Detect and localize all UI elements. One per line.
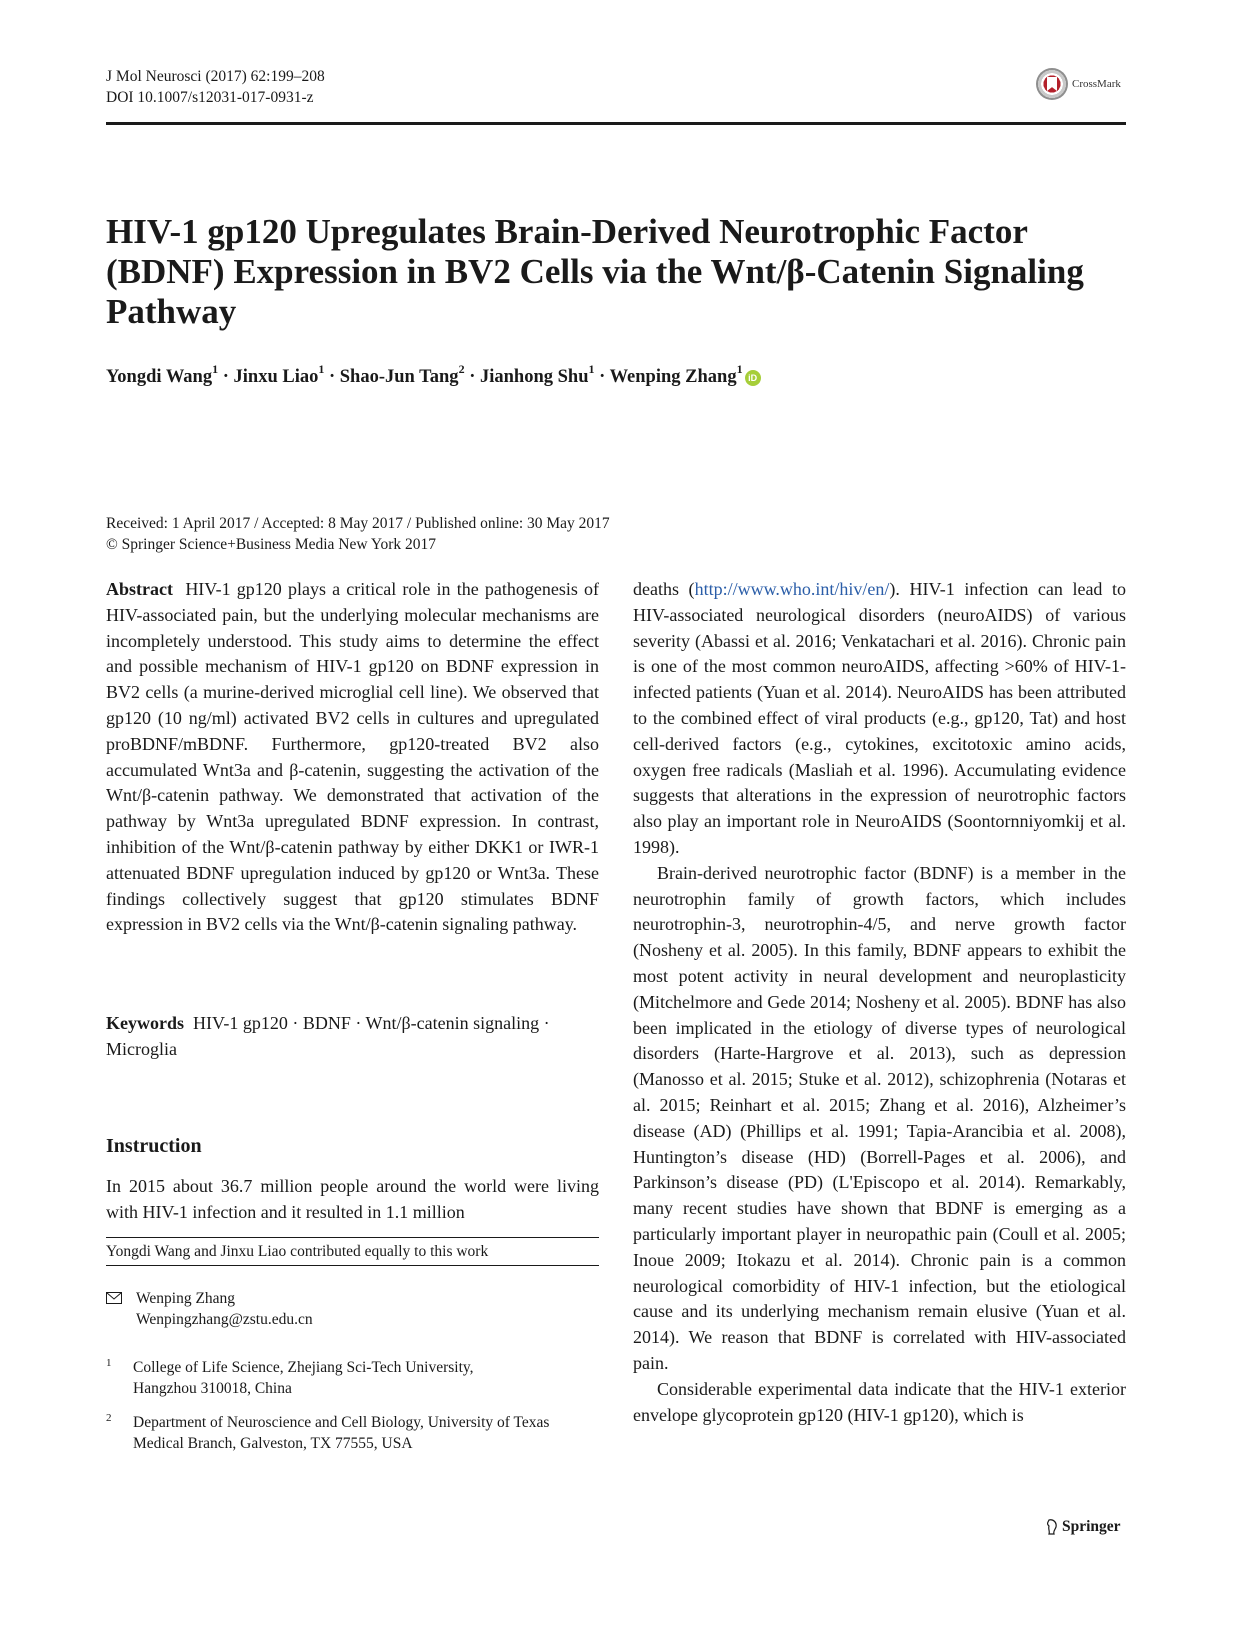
header-rule — [106, 122, 1126, 125]
author-affiliation: 1 — [588, 361, 595, 376]
copyright-line: © Springer Science+Business Media New York 2017 — [106, 536, 437, 553]
footnote-rule — [106, 1237, 599, 1238]
body-paragraph: Brain-derived neurotrophic factor (BDNF) is a member in the neurotrophin family of growth factors, which includes neurotrophin-3, neurotrophin-4/5, and nerve growth factor (Nosheny et al. 2005). In this family, BDNF appears to exhibit the most potent activity in neural development and neuroplasticity (Mitchelmore and Gede 2014; Nosheny et al. 2005). BDNF has also been implicated in the etiology of diverse types of neurological disorders (Harte-Hargrove et al. 2013), such as depression (Manosso et al. 2015; Stuke et al. 2012), schizophrenia (Notaras et al. 2015; Reinhart et al. 2015; Zhang et al. 2016), Alzheimer’s disease (AD) (Phillips et al. 1991; Tapia-Arancibia et al. 2008), Huntington’s disease (HD) (Borrell-Pages et al. 2006), and Parkinson’s disease (PD) (L'Episcopo et al. 2014). Remarkably, many recent studies have shown that BDNF is emerging as a particularly important player in neuropathic pain (Coull et al. 2005; Inoue 2009; Itokazu et al. 2014). Chronic pain is a common neurological comorbidity of HIV-1 infection, but the etiological cause and its underlying mechanism remain elusive (Yuan et al. 2014). We reason that BDNF is correlated with HIV-associated pain. — [633, 862, 1126, 1373]
journal-citation — [106, 66, 325, 108]
dates-line: Received: 1 April 2017 / Accepted: 8 May 2017 / Published online: 30 May 2017 — [106, 515, 610, 532]
text-run: deaths ( — [633, 579, 695, 599]
keywords-label: Keywords — [106, 1013, 184, 1033]
article-title: HIV-1 gp120 Upregulates Brain-Derived Neurotrophic Factor (BDNF) Expression in BV2 Cells via the Wnt/β-Catenin Signaling Pathway — [106, 212, 1084, 331]
affiliation-line: Hangzhou 310018, China — [133, 1380, 292, 1397]
abstract-text: HIV-1 gp120 plays a critical role in the pathogenesis of HIV-associated pain, but the underlying molecular mechanisms are incompletely understood. This study aims to determine the effect and possible mechanism of HIV-1 gp120 on BDNF expression in BV2 cells (a murine-derived microglial cell line). We observed that gp120 (10 ng/ml) activated BV2 cells in cultures and upregulated proBDNF/mBDNF. Furthermore, gp120-treated BV2 also accumulated Wnt3a and β-catenin, suggesting the activation of the Wnt/β-catenin pathway. We demonstrated that activation of the pathway by Wnt3a upregulated BDNF expression. In contrast, inhibition of the Wnt/β-catenin pathway by either DKK1 or IWR-1 attenuated BDNF upregulation induced by gp120 or Wnt3a. These findings collectively suggest that gp120 stimulates BDNF expression in BV2 cells via the Wnt/β-catenin signaling pathway. — [106, 579, 600, 935]
author-affiliation: 1 — [318, 361, 325, 376]
right-column-body — [633, 577, 1126, 1428]
keywords-text: HIV-1 gp120 · BDNF · Wnt/β-catenin signaling · Microglia — [106, 1013, 550, 1059]
publication-history — [106, 513, 610, 555]
envelope-icon — [106, 1292, 122, 1304]
author-affiliation: 1 — [736, 361, 743, 376]
section-heading-instruction: Instruction — [106, 1135, 202, 1157]
abstract — [106, 577, 599, 938]
keywords — [106, 1011, 599, 1063]
author-name: Wenping Zhang — [609, 367, 737, 387]
author-affiliation: 1 — [212, 361, 219, 376]
instruction-paragraph — [106, 1174, 599, 1226]
affiliation-2 — [106, 1412, 549, 1454]
affiliation-number: 2 — [106, 1412, 112, 1424]
corresponding-email[interactable]: Wenpingzhang@zstu.edu.cn — [136, 1311, 313, 1328]
instruction-text: In 2015 about 36.7 million people around the world were living with HIV-1 infection and it resulted in 1.1 million — [106, 1176, 599, 1222]
body-paragraph: Considerable experimental data indicate that the HIV-1 exterior envelope glycoprotein gp120 (HIV-1 gp120), which is — [633, 1378, 1126, 1425]
crossmark-label: CrossMark — [1072, 78, 1121, 90]
orcid-icon[interactable]: iD — [745, 370, 761, 386]
journal-volume-pages: J Mol Neurosci (2017) 62:199–208 — [106, 68, 325, 85]
body-paragraph — [633, 577, 1126, 861]
author-name: Jinxu Liao — [233, 367, 319, 387]
equal-contribution-note: Yongdi Wang and Jinxu Liao contributed equally to this work — [106, 1243, 489, 1260]
springer-horse-icon — [1046, 1519, 1058, 1535]
abstract-label: Abstract — [106, 579, 173, 599]
footnote-rule — [106, 1265, 599, 1266]
affiliation-line: College of Life Science, Zhejiang Sci-Tech University, — [133, 1359, 474, 1376]
author-name: Shao-Jun Tang — [339, 367, 459, 387]
affiliation-number: 1 — [106, 1357, 112, 1369]
author-list — [106, 361, 761, 388]
affiliation-1 — [106, 1357, 474, 1399]
crossmark-badge[interactable] — [1036, 68, 1121, 100]
corresponding-author — [106, 1288, 313, 1330]
author-name: Jianhong Shu — [479, 367, 589, 387]
crossmark-icon — [1036, 68, 1068, 100]
author-separator: · — [218, 367, 234, 387]
who-link[interactable]: http://www.who.int/hiv/en/ — [694, 579, 890, 599]
author-affiliation: 2 — [458, 361, 465, 376]
affiliation-line: Department of Neuroscience and Cell Biology, University of Texas — [133, 1414, 550, 1431]
affiliation-line: Medical Branch, Galveston, TX 77555, USA — [133, 1435, 413, 1452]
publisher-name: Springer — [1062, 1518, 1121, 1535]
corresponding-name: Wenping Zhang — [136, 1290, 236, 1307]
author-separator: · — [324, 367, 340, 387]
doi[interactable]: DOI 10.1007/s12031-017-0931-z — [106, 89, 314, 106]
publisher-logo — [1046, 1518, 1121, 1536]
author-separator: · — [594, 367, 610, 387]
author-name: Yongdi Wang — [106, 367, 213, 387]
text-run: ). HIV-1 infection can lead to HIV-associated neurological disorders (neuroAIDS) of various severity (Abassi et al. 2016; Venkatachari et al. 2016). Chronic pain is one of the most common neuroAIDS, affecting >60% of HIV-1-infected patients (Yuan et al. 2014). NeuroAIDS has been attributed to the combined effect of viral products (e.g., gp120, Tat) and host cell-derived factors (e.g., cytokines, excitotoxic amino acids, oxygen free radicals (Masliah et al. 1996). Accumulating evidence suggests that alterations in the expression of neurotrophic factors also play an important role in NeuroAIDS (Soontornniyomkij et al. 1998). — [633, 579, 1127, 857]
author-separator: · — [464, 367, 480, 387]
